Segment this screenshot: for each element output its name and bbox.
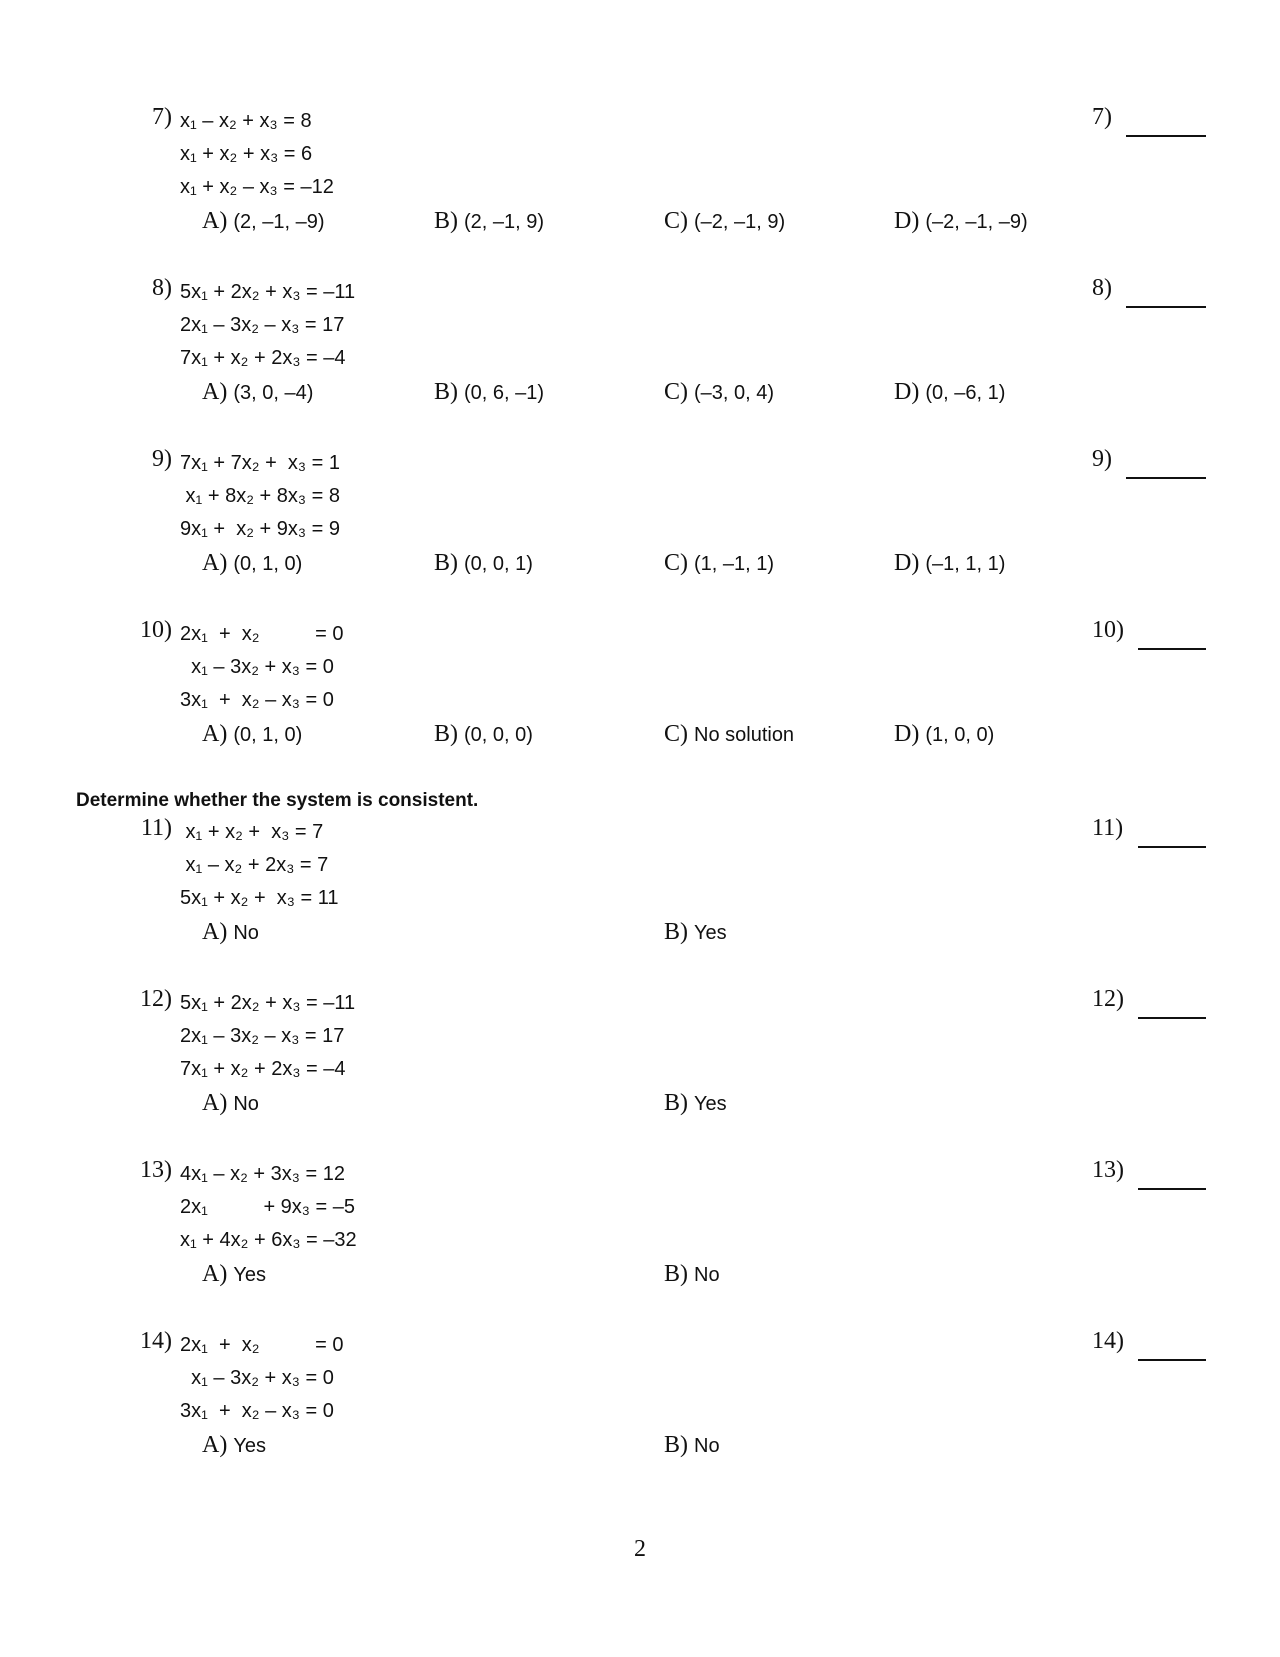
equation-2: x₁ – 3x₂ + x₃ = 0 <box>180 1367 334 1389</box>
equation-3: x₁ + 4x₂ + 6x₃ = –32 <box>180 1229 357 1251</box>
question-number: 12) <box>140 986 172 1012</box>
page-number: 2 <box>634 1536 646 1562</box>
equation-1: 2x₁ + x₂ = 0 <box>180 623 344 645</box>
question-number: 13) <box>140 1157 172 1183</box>
question-number: 10) <box>140 617 172 643</box>
section-instruction: Determine whether the system is consistent. <box>76 790 479 811</box>
equation-2: 2x₁ – 3x₂ – x₃ = 17 <box>180 1025 345 1047</box>
answer-label: 9) <box>1092 446 1112 472</box>
equation-2: 2x₁ – 3x₂ – x₃ = 17 <box>180 314 345 336</box>
question-number: 11) <box>140 815 172 841</box>
answer-label: 12) <box>1092 986 1124 1012</box>
equation-2: x₁ + 8x₂ + 8x₃ = 8 <box>180 485 340 507</box>
answer-blank[interactable] <box>1126 306 1206 308</box>
equation-1: x₁ – x₂ + x₃ = 8 <box>180 110 312 132</box>
equation-3: 7x₁ + x₂ + 2x₃ = –4 <box>180 1058 346 1080</box>
answer-blank[interactable] <box>1138 648 1206 650</box>
choice-c[interactable]: C) (–2, –1, 9) <box>664 208 786 234</box>
choice-b[interactable]: B) Yes <box>664 919 727 945</box>
answer-label: 11) <box>1092 815 1124 841</box>
equation-1: 5x₁ + 2x₂ + x₃ = –11 <box>180 281 356 303</box>
answer-blank[interactable] <box>1138 846 1206 848</box>
equation-3: 3x₁ + x₂ – x₃ = 0 <box>180 1400 334 1422</box>
answer-blank[interactable] <box>1138 1017 1206 1019</box>
answer-label: 14) <box>1092 1328 1124 1354</box>
equation-3: 3x₁ + x₂ – x₃ = 0 <box>180 689 334 711</box>
equation-2: 2x₁ + 9x₃ = –5 <box>180 1196 355 1218</box>
equation-2: x₁ – x₂ + 2x₃ = 7 <box>180 854 329 876</box>
answer-blank[interactable] <box>1138 1359 1206 1361</box>
choice-b[interactable]: B) No <box>664 1261 720 1287</box>
choice-b[interactable]: B) Yes <box>664 1090 727 1116</box>
choice-b[interactable]: B) (0, 6, –1) <box>434 379 545 405</box>
answer-label: 10) <box>1092 617 1124 643</box>
equation-1: 2x₁ + x₂ = 0 <box>180 1334 344 1356</box>
choice-b[interactable]: B) (2, –1, 9) <box>434 208 545 234</box>
choice-a[interactable]: A) No <box>202 1090 259 1116</box>
question-number: 14) <box>140 1328 172 1354</box>
question-number: 9) <box>152 446 172 472</box>
choice-c[interactable]: C) No solution <box>664 721 795 747</box>
equation-3: 5x₁ + x₂ + x₃ = 11 <box>180 887 339 909</box>
equation-1: 5x₁ + 2x₂ + x₃ = –11 <box>180 992 356 1014</box>
equation-2: x₁ – 3x₂ + x₃ = 0 <box>180 656 334 678</box>
choice-a[interactable]: A) No <box>202 919 259 945</box>
answer-blank[interactable] <box>1138 1188 1206 1190</box>
equation-3: 9x₁ + x₂ + 9x₃ = 9 <box>180 518 340 540</box>
choice-b[interactable]: B) (0, 0, 0) <box>434 721 533 747</box>
equation-1: x₁ + x₂ + x₃ = 7 <box>180 821 324 843</box>
answer-label: 13) <box>1092 1157 1124 1183</box>
choice-a[interactable]: A) (3, 0, –4) <box>202 379 314 405</box>
choice-a[interactable]: A) (0, 1, 0) <box>202 721 303 747</box>
answer-blank[interactable] <box>1126 135 1206 137</box>
question-number: 7) <box>152 104 172 130</box>
choice-d[interactable]: D) (1, 0, 0) <box>894 721 995 747</box>
choice-b[interactable]: B) (0, 0, 1) <box>434 550 533 576</box>
choice-d[interactable]: D) (–2, –1, –9) <box>894 208 1028 234</box>
equation-2: x₁ + x₂ + x₃ = 6 <box>180 143 313 165</box>
choice-d[interactable]: D) (–1, 1, 1) <box>894 550 1006 576</box>
choice-c[interactable]: C) (–3, 0, 4) <box>664 379 775 405</box>
choice-a[interactable]: A) Yes <box>202 1261 266 1287</box>
answer-label: 8) <box>1092 275 1112 301</box>
choice-a[interactable]: A) (0, 1, 0) <box>202 550 303 576</box>
equation-3: 7x₁ + x₂ + 2x₃ = –4 <box>180 347 346 369</box>
choice-d[interactable]: D) (0, –6, 1) <box>894 379 1006 405</box>
answer-label: 7) <box>1092 104 1112 130</box>
question-number: 8) <box>152 275 172 301</box>
equation-1: 7x₁ + 7x₂ + x₃ = 1 <box>180 452 340 474</box>
choice-a[interactable]: A) Yes <box>202 1432 266 1458</box>
equation-1: 4x₁ – x₂ + 3x₃ = 12 <box>180 1163 345 1185</box>
choice-b[interactable]: B) No <box>664 1432 720 1458</box>
choice-c[interactable]: C) (1, –1, 1) <box>664 550 775 576</box>
choice-a[interactable]: A) (2, –1, –9) <box>202 208 325 234</box>
equation-3: x₁ + x₂ – x₃ = –12 <box>180 176 334 198</box>
answer-blank[interactable] <box>1126 477 1206 479</box>
